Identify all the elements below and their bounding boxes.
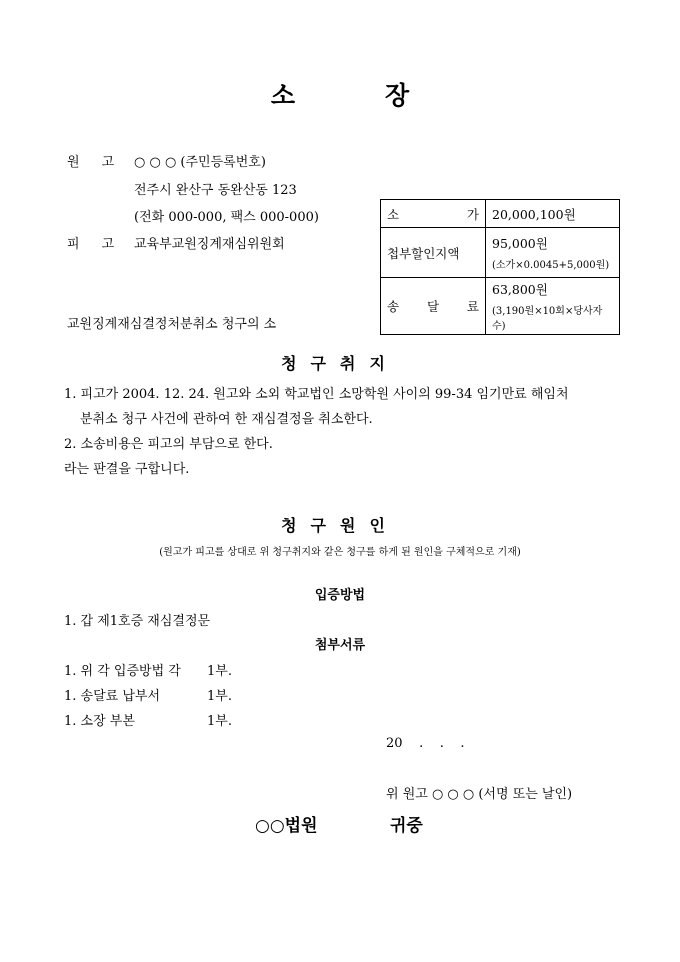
document-title: [0, 76, 680, 112]
fee-label-service: [381, 278, 486, 335]
plaintiff-address: 전주시 완산구 동완산동 123: [134, 183, 297, 198]
fee-label-claim-value: [381, 200, 486, 228]
court-suffix: 귀중: [390, 816, 423, 836]
claim-item-2: 2. 소송비용은 피고의 부담으로 한다.: [64, 437, 273, 452]
attachment-item-3-name: 1. 소장 부본: [64, 714, 135, 729]
fee-value-stamp: 95,000원: [492, 236, 548, 251]
plaintiff-label: [67, 151, 114, 170]
fee-label-stamp: 첩부할인지액: [381, 228, 486, 278]
attachments-heading: 첨부서류: [314, 638, 366, 653]
evidence-item-1: 1. 갑 제1호증 재심결정문: [64, 614, 211, 629]
date-line: 20 . . .: [386, 736, 465, 751]
plaintiff-label-char1: 원: [67, 155, 80, 170]
title-left: 소: [270, 81, 295, 110]
plaintiff-label-char2: 고: [101, 155, 115, 170]
attachment-item-2-name: 1. 송달료 납부서: [64, 689, 161, 704]
fee-row-service: [381, 278, 620, 335]
signature-line: 위 원고 ○ ○ ○ (서명 또는 날인): [386, 787, 573, 802]
fee-label-char: 소: [387, 206, 400, 222]
fee-value-service-cell: [486, 278, 620, 335]
claim-purpose-heading-text: 청구취지: [281, 354, 399, 373]
fee-value-stamp-cell: [486, 228, 620, 278]
fee-note-service: (3,190원×10회×당사자수): [492, 306, 603, 332]
claim-item-1-line-1: 1. 피고가 2004. 12. 24. 원고와 소외 학교법인 소망학원 사이의 99-34 임기만료 해임처: [64, 387, 569, 402]
attachment-item-2-count: 1부.: [207, 689, 232, 704]
fee-row-claim-value: [381, 200, 620, 228]
title-right: 장: [385, 81, 410, 110]
defendant-label-char2: 고: [101, 237, 115, 252]
fee-table: [380, 199, 620, 335]
defendant-label-char1: 피: [67, 237, 80, 252]
plaintiff-contact: (전화 000-000, 팩스 000-000): [134, 210, 319, 225]
plaintiff-name: ○ ○ ○ (주민등록번호): [134, 155, 266, 170]
claim-cause-heading: [0, 513, 680, 536]
fee-label-char: 송: [387, 299, 400, 314]
attachment-item-3-count: 1부.: [207, 714, 232, 729]
court-name: ○○법원: [255, 816, 318, 836]
fee-value-service: 63,800원: [492, 282, 548, 297]
claim-purpose-heading: [0, 351, 680, 374]
evidence-heading: 입증방법: [314, 588, 366, 603]
claim-closing: 라는 판결을 구합니다.: [64, 462, 190, 477]
defendant-label: [67, 233, 114, 252]
fee-label-char: 가: [466, 206, 479, 222]
fee-label-char: 달: [426, 299, 440, 314]
fee-value-claim-value: 20,000,100원: [486, 200, 620, 228]
claim-item-1-line-2: 분취소 청구 사건에 관하여 한 재심결정을 취소한다.: [80, 412, 373, 427]
fee-note-stamp: (소가×0.0045+5,000원): [492, 260, 610, 271]
defendant-name: 교육부교원징계재심위원회: [134, 237, 285, 252]
attachment-item-1-name: 1. 위 각 입증방법 각: [64, 664, 181, 679]
fee-label-char: 료: [466, 299, 479, 314]
claim-cause-note: (원고가 피고를 상대로 위 청구취지와 같은 청구를 하게 된 원인을 구체적으로 기재): [159, 547, 521, 558]
claim-cause-heading-text: 청구원인: [281, 516, 399, 535]
attachment-item-1-count: 1부.: [207, 664, 232, 679]
fee-row-stamp: [381, 228, 620, 278]
case-name: 교원징계재심결정처분취소 청구의 소: [67, 317, 277, 332]
